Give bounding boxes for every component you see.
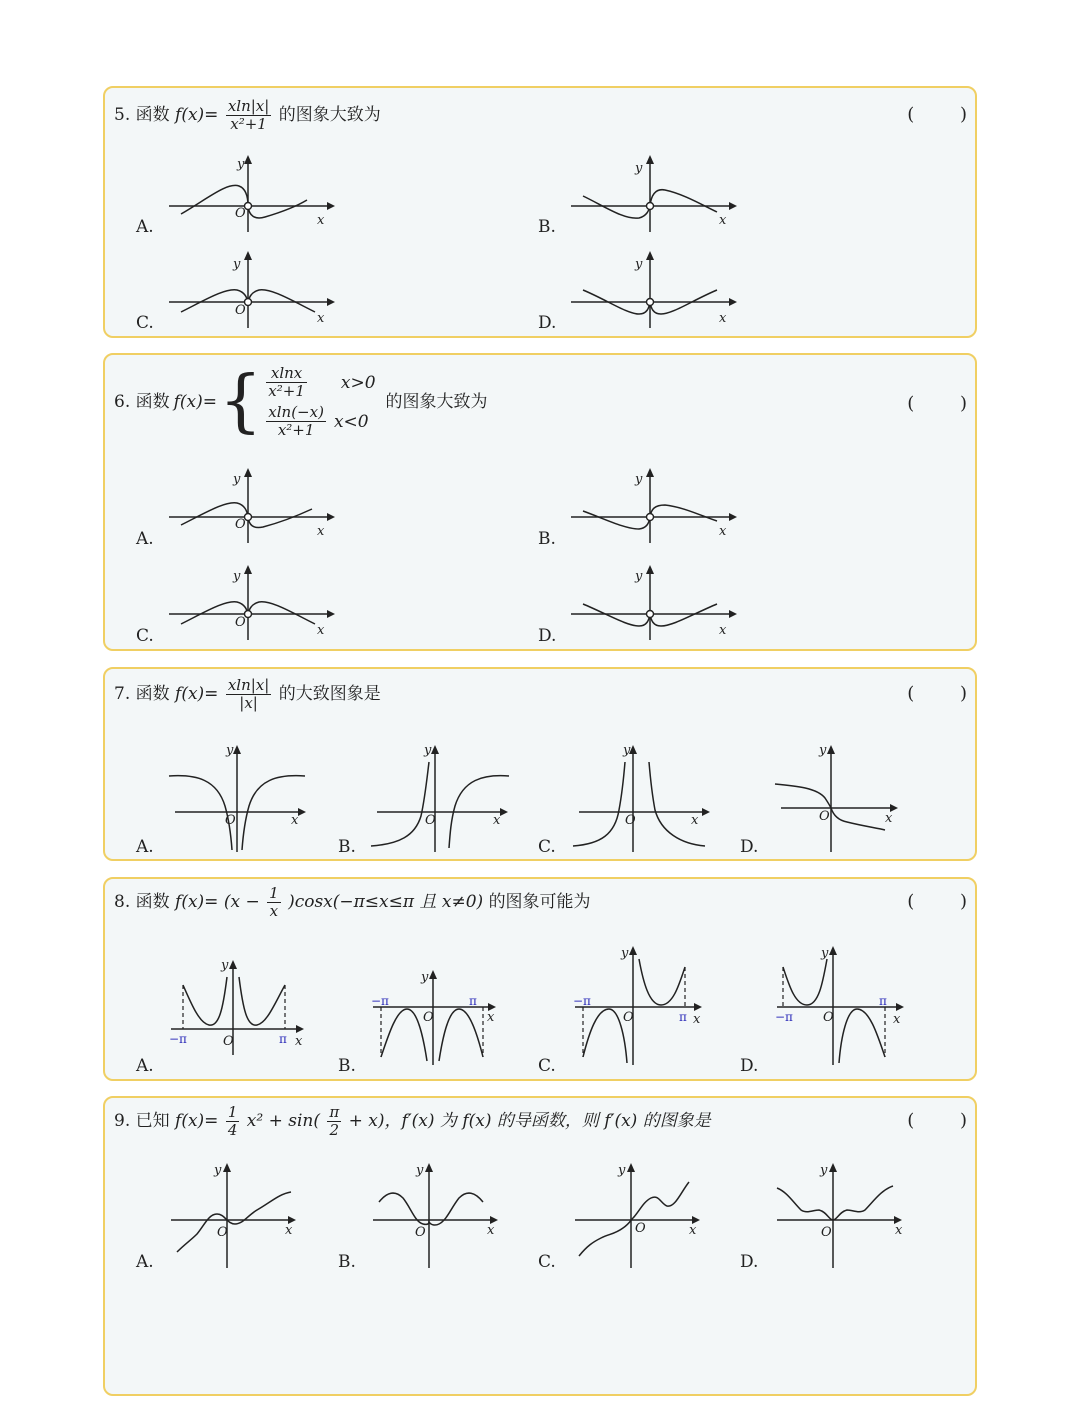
q6-graph-c[interactable] (167, 564, 337, 644)
q6-p2-num: xln(−x) (268, 403, 324, 421)
q5-prefix: 5. 函数 (114, 105, 170, 125)
q6-option-d-label[interactable]: D. (538, 626, 557, 646)
q6-option-c-label[interactable]: C. (136, 626, 154, 646)
q7-option-b-label[interactable]: B. (338, 837, 356, 857)
q5-option-a-label[interactable]: A. (136, 217, 154, 237)
q7-graph-c[interactable] (571, 744, 721, 856)
q8d-origin-label: O (823, 1010, 834, 1025)
q7-fraction (226, 677, 271, 712)
q9-expr-a: x² + sin( (246, 1111, 320, 1131)
q8c-y-label: y (621, 946, 629, 961)
q5-option-b-label[interactable]: B. (538, 217, 556, 237)
question-5-box (103, 86, 977, 338)
q9-answer-paren[interactable]: ( ) (907, 1110, 967, 1131)
q7-option-a-label[interactable]: A. (136, 837, 154, 857)
q7-prefix: 7. 函数 (114, 684, 170, 704)
q9-option-c-label[interactable]: C. (538, 1252, 556, 1272)
q7b-origin-label: O (425, 813, 436, 828)
q5-graph-a[interactable] (167, 154, 337, 234)
q7-answer-paren[interactable]: ( ) (907, 683, 967, 704)
q5-num: xln|x| (227, 97, 270, 115)
q9b-y-label: y (416, 1163, 424, 1178)
q9a-y-label: y (214, 1163, 222, 1178)
q5a-origin-label: O (235, 206, 246, 221)
q8d-y-label: y (821, 946, 829, 961)
q7a-origin-label: O (225, 813, 236, 828)
q8-graph-c[interactable] (571, 945, 721, 1069)
q8-expr-b: )cosx(−π≤x≤π 且 x≠0) (288, 892, 484, 912)
q8-answer-paren[interactable]: ( ) (907, 891, 967, 912)
q9-prefix: 9. 已知 (114, 1111, 170, 1131)
q6-p1-cond: x>0 (340, 372, 376, 393)
q6a-x-label: x (317, 524, 325, 539)
q5c-origin-label: O (235, 303, 246, 318)
q6-prefix: 6. 函数 (114, 392, 170, 412)
q8a-y-label: y (221, 958, 229, 973)
q7d-origin-label: O (819, 809, 830, 824)
q5-fraction (226, 98, 271, 133)
q7-graph-b[interactable] (369, 744, 519, 856)
q5-den: x²+1 (230, 115, 267, 133)
q8-suffix: 的图象可能为 (488, 892, 591, 912)
q5-fx: f(x)= (175, 105, 219, 125)
q6-option-b-label[interactable]: B. (538, 529, 556, 549)
q9-expr-b: + x)，f′(x) 为 f(x) 的导函数，则 f′(x) 的图象是 (348, 1111, 711, 1131)
q8-graph-a[interactable] (167, 959, 317, 1059)
q6-p2-cond: x<0 (333, 411, 369, 432)
q6-graph-d[interactable] (569, 564, 739, 644)
q5c-y-label: y (233, 257, 241, 272)
q6b-x-label: x (719, 524, 727, 539)
q8-fraction (267, 885, 281, 920)
question-8-stem (114, 885, 591, 920)
q8-graph-b[interactable] (369, 969, 519, 1069)
q6-p1-num: xlnx (266, 365, 307, 383)
q5b-y-label: y (635, 161, 643, 176)
q7c-y-label: y (623, 743, 631, 758)
q8b-x-label: x (487, 1010, 495, 1025)
q5c-x-label: x (317, 311, 325, 326)
q6-suffix: 的图象大致为 (385, 392, 488, 412)
q7-fx: f(x)= (175, 684, 219, 704)
q5-graph-c[interactable] (167, 250, 337, 330)
q6d-x-label: x (719, 623, 727, 638)
q9-fx: f(x)= (175, 1111, 219, 1131)
q7a-x-label: x (291, 813, 299, 828)
q5-option-d-label[interactable]: D. (538, 313, 557, 333)
q6c-y-label: y (233, 569, 241, 584)
q8b-y-label: y (421, 970, 429, 985)
q5-answer-paren[interactable]: ( ) (907, 104, 967, 125)
q6-graph-a[interactable] (167, 467, 337, 547)
q8a-neg-pi-label: −π (169, 1032, 187, 1046)
q9a-x-label: x (285, 1223, 293, 1238)
q9-frac2-den: 2 (329, 1121, 340, 1139)
q9b-origin-label: O (415, 1225, 426, 1240)
q8c-origin-label: O (623, 1010, 634, 1025)
q7b-x-label: x (493, 813, 501, 828)
q6c-x-label: x (317, 623, 325, 638)
q7a-y-label: y (226, 743, 234, 758)
q9d-y-label: y (820, 1163, 828, 1178)
q9-option-d-label[interactable]: D. (740, 1252, 759, 1272)
q8c-neg-pi-label: −π (573, 994, 591, 1008)
q9c-y-label: y (618, 1163, 626, 1178)
q9-graph-c[interactable] (571, 1162, 711, 1272)
q7-option-c-label[interactable]: C. (538, 837, 556, 857)
q9-frac2-num: π (329, 1103, 340, 1121)
q9-option-b-label[interactable]: B. (338, 1252, 356, 1272)
q7d-y-label: y (819, 743, 827, 758)
q9c-x-label: x (689, 1223, 697, 1238)
q6c-origin-label: O (235, 615, 246, 630)
q8d-neg-pi-label: −π (775, 1010, 793, 1024)
q8a-pi-label: π (279, 1032, 287, 1046)
q6-p2-den: x²+1 (277, 421, 315, 439)
q8b-neg-pi-label: −π (371, 994, 389, 1008)
q7-graph-d[interactable] (773, 744, 923, 856)
q8-frac-den: x (269, 902, 279, 920)
q8d-pi-label: π (879, 994, 887, 1008)
q8-option-b-label[interactable]: B. (338, 1056, 356, 1076)
q5d-y-label: y (635, 257, 643, 272)
q5-graph-b[interactable] (569, 154, 739, 234)
q6d-y-label: y (635, 569, 643, 584)
q9-graph-b[interactable] (369, 1162, 509, 1272)
q5a-x-label: x (317, 213, 325, 228)
q6-piece-2 (264, 404, 375, 439)
q9-fraction-1 (226, 1104, 240, 1139)
q9-graph-a[interactable] (167, 1162, 307, 1272)
q9d-x-label: x (895, 1223, 903, 1238)
question-7-stem (114, 677, 381, 712)
q8-graph-d[interactable] (773, 945, 923, 1069)
question-6-stem (114, 362, 488, 441)
q8-option-c-label[interactable]: C. (538, 1056, 556, 1076)
q6-option-a-label[interactable]: A. (136, 529, 154, 549)
q8-option-a-label[interactable]: A. (136, 1056, 154, 1076)
q5a-y-label: y (237, 157, 245, 172)
q9-option-a-label[interactable]: A. (136, 1252, 154, 1272)
q6-piecewise (264, 365, 375, 439)
q6a-origin-label: O (235, 517, 246, 532)
q6-piece-1 (264, 365, 375, 400)
q7-option-d-label[interactable]: D. (740, 837, 759, 857)
q9d-origin-label: O (821, 1225, 832, 1240)
question-7-box (103, 667, 977, 861)
q5-graph-d[interactable] (569, 250, 739, 330)
question-6-box (103, 353, 977, 651)
q7-den: |x| (239, 694, 258, 712)
q6-p1-den: x²+1 (268, 382, 305, 400)
q5b-x-label: x (719, 213, 727, 228)
q7-graph-a[interactable] (167, 744, 317, 856)
q6-graph-b[interactable] (569, 467, 739, 547)
question-9-box (103, 1096, 977, 1396)
q8-fx: f(x)= (175, 892, 219, 912)
q5-suffix: 的图象大致为 (278, 105, 381, 125)
q6b-y-label: y (635, 472, 643, 487)
q9-frac1-num: 1 (227, 1103, 238, 1121)
q9a-origin-label: O (217, 1225, 228, 1240)
q8c-x-label: x (693, 1012, 701, 1027)
q9c-origin-label: O (635, 1221, 646, 1236)
q8a-origin-label: O (223, 1034, 234, 1049)
q9-fraction-2 (327, 1104, 341, 1139)
q8b-origin-label: O (423, 1010, 434, 1025)
q8a-x-label: x (295, 1034, 303, 1049)
q6-fx: f(x)= (173, 392, 218, 412)
question-9-stem (114, 1104, 711, 1139)
q8-option-d-label[interactable]: D. (740, 1056, 759, 1076)
q5-option-c-label[interactable]: C. (136, 313, 154, 333)
q6-answer-paren[interactable]: ( ) (907, 393, 967, 414)
question-5-stem (114, 98, 381, 133)
q5d-x-label: x (719, 311, 727, 326)
q9-graph-d[interactable] (773, 1162, 913, 1272)
q7d-x-label: x (885, 811, 893, 826)
question-8-box (103, 877, 977, 1081)
q6-brace: { (219, 362, 263, 441)
q6a-y-label: y (233, 472, 241, 487)
q8c-pi-label: π (679, 1010, 687, 1024)
q9b-x-label: x (487, 1223, 495, 1238)
q7c-x-label: x (691, 813, 699, 828)
q8-prefix: 8. 函数 (114, 892, 170, 912)
q9-frac1-den: 4 (227, 1121, 238, 1139)
q8b-pi-label: π (469, 994, 477, 1008)
q8-expr-a: (x − (223, 892, 260, 912)
q7-suffix: 的大致图象是 (278, 684, 381, 704)
q8d-x-label: x (893, 1012, 901, 1027)
q7b-y-label: y (424, 743, 432, 758)
q8-frac-num: 1 (269, 884, 279, 902)
q7-num: xln|x| (227, 676, 270, 694)
q7c-origin-label: O (625, 813, 636, 828)
